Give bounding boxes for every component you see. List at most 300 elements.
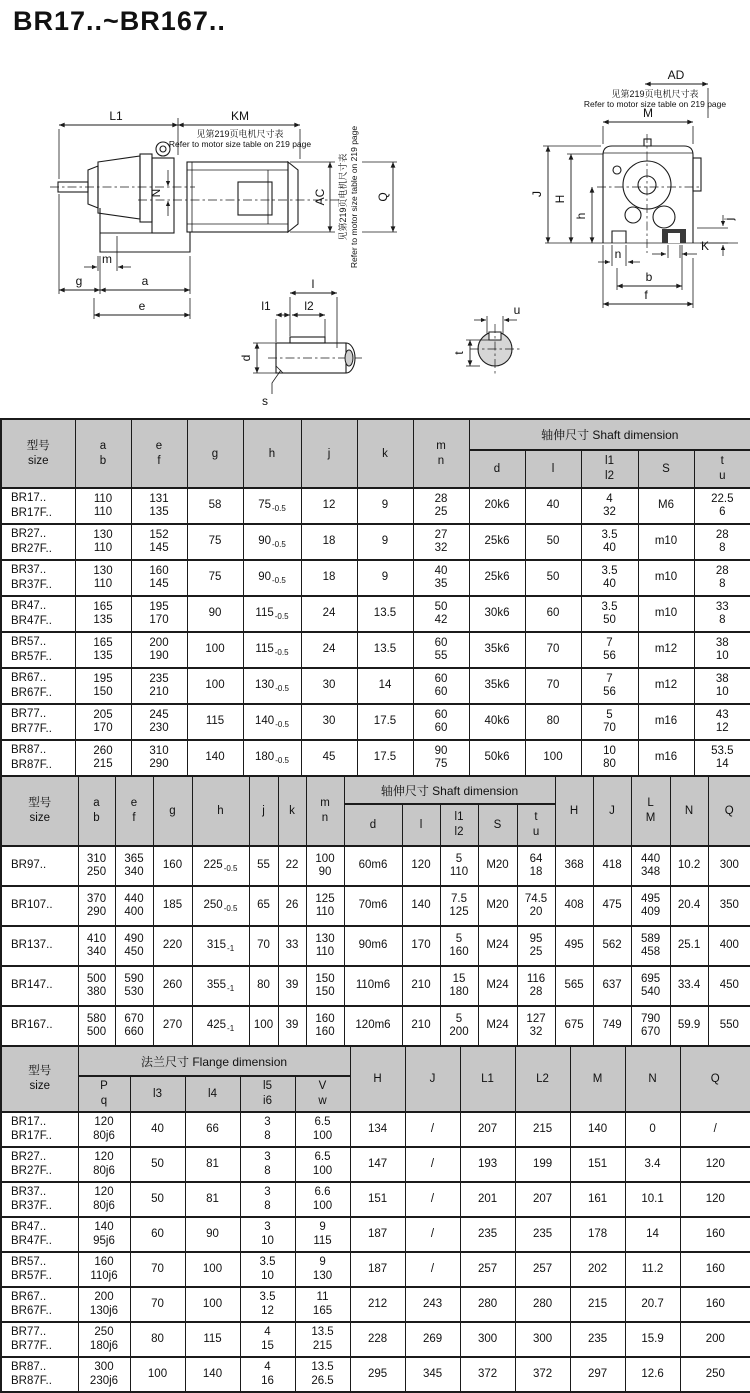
- dimension-value-cell: 70: [525, 632, 581, 668]
- table-row: [1, 524, 750, 560]
- dimension-value-cell: 35k6: [469, 632, 525, 668]
- dimension-value-cell: $315_{-1}$: [192, 926, 249, 966]
- dimension-value-cell: 790 670: [631, 1006, 670, 1046]
- dimension-value-cell: 12: [301, 488, 357, 524]
- dimension-value-cell: 160: [680, 1252, 750, 1287]
- model-size-cell: BR77.. BR77F..: [1, 1322, 78, 1357]
- col-header-g: g: [187, 419, 243, 488]
- dim-label-d: d: [239, 354, 253, 362]
- dimension-value-cell: 3 10: [240, 1217, 295, 1252]
- table-row: [1, 1252, 750, 1287]
- dim-label-s: s: [262, 394, 268, 408]
- dim-label-m: m: [102, 252, 112, 266]
- dimension-value-cell: 120 80j6: [78, 1112, 130, 1147]
- dimension-value-cell: 675: [555, 1006, 593, 1046]
- dimension-value-cell: 160 145: [131, 560, 187, 596]
- dimension-value-cell: 90m6: [344, 926, 402, 966]
- dimension-value-cell: /: [405, 1147, 460, 1182]
- col-header-S: S: [478, 804, 517, 846]
- model-size-cell: BR67.. BR67F..: [1, 668, 75, 704]
- dim-label-l: l: [311, 277, 315, 291]
- dimension-value-cell: 90 75: [413, 740, 469, 776]
- dimension-value-cell: 3 8: [240, 1112, 295, 1147]
- dim-label-h: h: [574, 212, 588, 220]
- dimension-value-cell: 151: [350, 1182, 405, 1217]
- dim-label-K: K: [700, 239, 710, 253]
- dimension-value-cell: 80: [525, 704, 581, 740]
- dimension-value-cell: 160 160: [306, 1006, 344, 1046]
- dimension-value-cell: 28 8: [694, 524, 750, 560]
- dimension-value-cell: 80: [249, 966, 278, 1006]
- dimension-value-cell: 187: [350, 1217, 405, 1252]
- dimension-value-cell: m16: [638, 740, 694, 776]
- dimension-value-cell: 350: [708, 886, 750, 926]
- dimension-value-cell: 450: [708, 966, 750, 1006]
- dimension-value-cell: m10: [638, 596, 694, 632]
- dimension-value-cell: $130_{-0.5}$: [243, 668, 301, 704]
- dimension-value-cell: 90: [187, 596, 243, 632]
- dimension-value-cell: 66: [185, 1112, 240, 1147]
- dimension-value-cell: 40k6: [469, 704, 525, 740]
- dim-label-a: a: [141, 274, 149, 288]
- table-row: [1, 704, 750, 740]
- dimension-value-cell: 195 170: [131, 596, 187, 632]
- dimension-value-cell: 17.5: [357, 740, 413, 776]
- dim-label-n: n: [614, 247, 622, 261]
- dimension-value-cell: 27 32: [413, 524, 469, 560]
- dimension-value-cell: M20: [478, 886, 517, 926]
- dimension-value-cell: 14: [357, 668, 413, 704]
- dimension-value-cell: 3.5 12: [240, 1287, 295, 1322]
- dimension-value-cell: 151: [570, 1147, 625, 1182]
- dimension-value-cell: 120m6: [344, 1006, 402, 1046]
- dimension-value-cell: 372: [515, 1357, 570, 1392]
- table-row: [1, 1322, 750, 1357]
- dimension-value-cell: 590 530: [115, 966, 153, 1006]
- table-row: [1, 632, 750, 668]
- motor-note-cn-vertical: 见第219页电机尺寸表: [338, 153, 348, 241]
- dimension-value-cell: 250: [680, 1357, 750, 1392]
- dimension-value-cell: 210: [402, 1006, 440, 1046]
- dimension-value-cell: 695 540: [631, 966, 670, 1006]
- dimension-value-cell: 17.5: [357, 704, 413, 740]
- dim-label-H: H: [553, 194, 567, 204]
- dimension-value-cell: /: [680, 1112, 750, 1147]
- shaft-dimension-group-header: 轴伸尺寸 Shaft dimension: [469, 419, 750, 450]
- table-row: [1, 668, 750, 704]
- dimension-value-cell: $140_{-0.5}$: [243, 704, 301, 740]
- dimension-value-cell: 60 60: [413, 704, 469, 740]
- col-header-ef: e f: [115, 776, 153, 846]
- dimension-value-cell: 35k6: [469, 668, 525, 704]
- dimension-value-cell: 147: [350, 1147, 405, 1182]
- dimension-value-cell: 40: [130, 1112, 185, 1147]
- dimension-value-cell: m16: [638, 704, 694, 740]
- dimension-value-cell: 3.4: [625, 1147, 680, 1182]
- dimension-value-cell: 81: [185, 1147, 240, 1182]
- dim-label-KM: KM: [231, 109, 249, 123]
- dimension-value-cell: 500 380: [78, 966, 115, 1006]
- dimension-value-cell: 201: [460, 1182, 515, 1217]
- motor-note-en-vertical: Refer to motor size table on 219 page: [349, 125, 359, 269]
- dimension-value-cell: 13.5 26.5: [295, 1357, 350, 1392]
- motor-note-cn: 见第219页电机尺寸表: [196, 129, 284, 139]
- dimension-value-cell: 28 8: [694, 560, 750, 596]
- table-row: [1, 966, 750, 1006]
- dimension-value-cell: $115_{-0.5}$: [243, 632, 301, 668]
- dimension-value-cell: 60 60: [413, 668, 469, 704]
- dimension-value-cell: 120 80j6: [78, 1182, 130, 1217]
- col-header-N: N: [625, 1046, 680, 1112]
- dimension-value-cell: 410 340: [78, 926, 115, 966]
- col-header-N: N: [670, 776, 708, 846]
- dimension-value-cell: 9 130: [295, 1252, 350, 1287]
- dimension-value-cell: 3 8: [240, 1182, 295, 1217]
- col-header-tu: t u: [517, 804, 555, 846]
- dimension-value-cell: 243: [405, 1287, 460, 1322]
- dimension-value-cell: 185: [153, 886, 192, 926]
- dimension-value-cell: 64 18: [517, 846, 555, 886]
- dimension-value-cell: 110 110: [75, 488, 131, 524]
- dim-label-Q: Q: [376, 192, 390, 202]
- dimension-value-cell: 5 70: [581, 704, 638, 740]
- col-header-ef: e f: [131, 419, 187, 488]
- model-size-cell: BR57.. BR57F..: [1, 632, 75, 668]
- dimension-value-cell: 475: [593, 886, 631, 926]
- dimension-value-cell: 187: [350, 1252, 405, 1287]
- model-size-cell: BR87.. BR87F..: [1, 1357, 78, 1392]
- dimension-value-cell: 565: [555, 966, 593, 1006]
- model-size-cell: BR57.. BR57F..: [1, 1252, 78, 1287]
- dimension-value-cell: M24: [478, 966, 517, 1006]
- dim-label-u: u: [513, 303, 521, 317]
- dimension-value-cell: 110m6: [344, 966, 402, 1006]
- dimension-value-cell: 165 135: [75, 632, 131, 668]
- dimension-value-cell: 15 180: [440, 966, 478, 1006]
- dimension-value-cell: M6: [638, 488, 694, 524]
- dimension-value-cell: 160: [680, 1287, 750, 1322]
- dimension-value-cell: 90: [185, 1217, 240, 1252]
- dimension-value-cell: 59.9: [670, 1006, 708, 1046]
- dimension-value-cell: 207: [460, 1112, 515, 1147]
- dimension-value-cell: /: [405, 1182, 460, 1217]
- dimension-value-cell: 70: [130, 1287, 185, 1322]
- dimension-value-cell: /: [405, 1217, 460, 1252]
- model-size-cell: BR77.. BR77F..: [1, 704, 75, 740]
- dimension-value-cell: 120 80j6: [78, 1147, 130, 1182]
- dimension-value-cell: $425_{-1}$: [192, 1006, 249, 1046]
- technical-drawings: [0, 58, 750, 418]
- model-size-cell: BR147..: [1, 966, 78, 1006]
- dimension-value-cell: 38 10: [694, 668, 750, 704]
- col-header-l5i6: l5 i6: [240, 1076, 295, 1112]
- dimension-value-cell: 670 660: [115, 1006, 153, 1046]
- dimension-value-cell: 70: [130, 1252, 185, 1287]
- dim-label-J: J: [530, 191, 544, 197]
- dimension-value-cell: 215: [515, 1112, 570, 1147]
- dimension-value-cell: 14: [625, 1217, 680, 1252]
- dimension-value-cell: 10.1: [625, 1182, 680, 1217]
- dimension-value-cell: 38 10: [694, 632, 750, 668]
- dimension-value-cell: 235: [570, 1322, 625, 1357]
- col-header-Vw: V w: [295, 1076, 350, 1112]
- dim-label-l2: l2: [304, 299, 314, 313]
- dimension-value-cell: 245 230: [131, 704, 187, 740]
- dimension-value-cell: m10: [638, 524, 694, 560]
- dimension-value-cell: $355_{-1}$: [192, 966, 249, 1006]
- dimension-value-cell: 18: [301, 524, 357, 560]
- dimension-value-cell: 10 80: [581, 740, 638, 776]
- dimension-value-cell: 95 25: [517, 926, 555, 966]
- model-size-cell: BR167..: [1, 1006, 78, 1046]
- dimension-value-cell: 207: [515, 1182, 570, 1217]
- dimension-value-cell: 370 290: [78, 886, 115, 926]
- col-header-d: d: [344, 804, 402, 846]
- dimension-value-cell: 30: [301, 668, 357, 704]
- dimension-value-cell: 140: [402, 886, 440, 926]
- col-header-mn: m n: [413, 419, 469, 488]
- dimension-value-cell: 5 200: [440, 1006, 478, 1046]
- dimension-value-cell: 75: [187, 524, 243, 560]
- model-size-cell: BR67.. BR67F..: [1, 1287, 78, 1322]
- dimension-value-cell: 6.5 100: [295, 1147, 350, 1182]
- dimension-value-cell: 25k6: [469, 524, 525, 560]
- dimension-value-cell: 170: [402, 926, 440, 966]
- model-size-cell: BR37.. BR37F..: [1, 1182, 78, 1217]
- col-header-size: 型号 size: [1, 419, 75, 488]
- col-header-l: l: [525, 450, 581, 488]
- dimension-value-cell: 100: [187, 668, 243, 704]
- dimension-value-cell: 9: [357, 560, 413, 596]
- dimension-value-cell: 495: [555, 926, 593, 966]
- dimension-value-cell: 30k6: [469, 596, 525, 632]
- col-header-l12: l1 l2: [440, 804, 478, 846]
- dimension-value-cell: 235: [460, 1217, 515, 1252]
- page-title: BR17..~BR167..: [13, 6, 226, 36]
- model-size-cell: BR17.. BR17F..: [1, 1112, 78, 1147]
- dimension-value-cell: m10: [638, 560, 694, 596]
- dimension-value-cell: 440 348: [631, 846, 670, 886]
- dimension-value-cell: 100: [185, 1287, 240, 1322]
- dimension-value-cell: 4 16: [240, 1357, 295, 1392]
- dimension-value-cell: 295: [350, 1357, 405, 1392]
- dimension-value-cell: 250 180j6: [78, 1322, 130, 1357]
- dimension-value-cell: 80: [130, 1322, 185, 1357]
- dimension-value-cell: 100: [130, 1357, 185, 1392]
- dimension-value-cell: 178: [570, 1217, 625, 1252]
- dimension-value-cell: 235 210: [131, 668, 187, 704]
- col-header-L1: L1: [460, 1046, 515, 1112]
- dimension-value-cell: 50: [130, 1182, 185, 1217]
- dimension-value-cell: 100 90: [306, 846, 344, 886]
- dimension-value-cell: 13.5 215: [295, 1322, 350, 1357]
- dimension-value-cell: 75: [187, 560, 243, 596]
- dimension-value-cell: 297: [570, 1357, 625, 1392]
- model-size-cell: BR17.. BR17F..: [1, 488, 75, 524]
- dimension-value-cell: $250_{-0.5}$: [192, 886, 249, 926]
- dimension-value-cell: 372: [460, 1357, 515, 1392]
- dimension-value-cell: 220: [153, 926, 192, 966]
- dim-label-j: j: [722, 217, 736, 221]
- dimension-value-cell: 280: [515, 1287, 570, 1322]
- dim-label-b: b: [645, 270, 653, 284]
- col-header-l4: l4: [185, 1076, 240, 1112]
- dimension-value-cell: 81: [185, 1182, 240, 1217]
- dimension-value-cell: 131 135: [131, 488, 187, 524]
- dimension-value-cell: 7.5 125: [440, 886, 478, 926]
- dimension-value-cell: 20.7: [625, 1287, 680, 1322]
- dimension-value-cell: 365 340: [115, 846, 153, 886]
- dimension-value-cell: /: [405, 1252, 460, 1287]
- table-row: [1, 560, 750, 596]
- shaft-dimension-table-small: [0, 418, 750, 777]
- dimension-value-cell: 20.4: [670, 886, 708, 926]
- dimension-value-cell: 4 15: [240, 1322, 295, 1357]
- table-row: [1, 1217, 750, 1252]
- dimension-value-cell: 22: [278, 846, 306, 886]
- dimension-value-cell: 70m6: [344, 886, 402, 926]
- dimension-value-cell: m12: [638, 632, 694, 668]
- dimension-value-cell: 50 42: [413, 596, 469, 632]
- dimension-value-cell: 161: [570, 1182, 625, 1217]
- dimension-value-cell: 120: [680, 1147, 750, 1182]
- dimension-value-cell: 257: [515, 1252, 570, 1287]
- dimension-value-cell: 50: [130, 1147, 185, 1182]
- col-header-k: k: [278, 776, 306, 846]
- dimension-value-cell: 9: [357, 488, 413, 524]
- dimension-value-cell: 33 8: [694, 596, 750, 632]
- side-view-drawing: [50, 109, 397, 319]
- dimension-value-cell: $75_{-0.5}$: [243, 488, 301, 524]
- col-header-ab: a b: [78, 776, 115, 846]
- dimension-value-cell: 562: [593, 926, 631, 966]
- dimension-value-cell: 160: [153, 846, 192, 886]
- dimension-value-cell: 310 290: [131, 740, 187, 776]
- dimension-value-cell: 300: [460, 1322, 515, 1357]
- col-header-size: 型号 size: [1, 1046, 78, 1112]
- dimension-value-cell: 257: [460, 1252, 515, 1287]
- dim-label-AD: AD: [667, 68, 685, 82]
- dimension-value-cell: 127 32: [517, 1006, 555, 1046]
- table-row: [1, 1006, 750, 1046]
- table-row: [1, 596, 750, 632]
- model-size-cell: BR97..: [1, 846, 78, 886]
- dimension-value-cell: 440 400: [115, 886, 153, 926]
- shaft-detail-drawing: [239, 277, 362, 408]
- dimension-value-cell: M24: [478, 1006, 517, 1046]
- table-row: [1, 740, 750, 776]
- dimension-value-cell: 11 165: [295, 1287, 350, 1322]
- dimension-value-cell: 199: [515, 1147, 570, 1182]
- dimension-value-cell: 100: [185, 1252, 240, 1287]
- col-header-M: M: [570, 1046, 625, 1112]
- dimension-value-cell: $90_{-0.5}$: [243, 560, 301, 596]
- dimension-value-cell: 26: [278, 886, 306, 926]
- dimension-value-cell: 40 35: [413, 560, 469, 596]
- dimension-value-cell: 120: [402, 846, 440, 886]
- dimension-value-cell: 39: [278, 1006, 306, 1046]
- shaft-dimension-group-header: 轴伸尺寸 Shaft dimension: [344, 776, 555, 804]
- dimension-value-cell: 55: [249, 846, 278, 886]
- col-header-LM: L M: [631, 776, 670, 846]
- dimension-value-cell: 310 250: [78, 846, 115, 886]
- dimension-value-cell: 39: [278, 966, 306, 1006]
- dimension-value-cell: m12: [638, 668, 694, 704]
- model-size-cell: BR47.. BR47F..: [1, 1217, 78, 1252]
- dim-label-g: g: [75, 274, 83, 288]
- dimension-value-cell: 5 110: [440, 846, 478, 886]
- dimension-value-cell: 50k6: [469, 740, 525, 776]
- col-header-Q: Q: [708, 776, 750, 846]
- dimension-value-cell: 60: [525, 596, 581, 632]
- dimension-value-cell: 7 56: [581, 632, 638, 668]
- dimension-value-cell: 115: [187, 704, 243, 740]
- dimension-value-cell: 3.5 10: [240, 1252, 295, 1287]
- dimension-value-cell: 160 110j6: [78, 1252, 130, 1287]
- model-size-cell: BR137..: [1, 926, 78, 966]
- col-header-l: l: [402, 804, 440, 846]
- col-header-J: J: [405, 1046, 460, 1112]
- col-header-H: H: [555, 776, 593, 846]
- dimension-value-cell: 125 110: [306, 886, 344, 926]
- dimension-value-cell: 12.6: [625, 1357, 680, 1392]
- col-header-d: d: [469, 450, 525, 488]
- table-row: [1, 1287, 750, 1322]
- rear-view-drawing: [530, 68, 738, 308]
- dimension-value-cell: 195 150: [75, 668, 131, 704]
- dimension-value-cell: 150 150: [306, 966, 344, 1006]
- dimension-value-cell: 260: [153, 966, 192, 1006]
- dimension-value-cell: $90_{-0.5}$: [243, 524, 301, 560]
- dimension-value-cell: 74.5 20: [517, 886, 555, 926]
- dimension-value-cell: 100: [249, 1006, 278, 1046]
- dimension-value-cell: 115: [185, 1322, 240, 1357]
- dimension-value-cell: 202: [570, 1252, 625, 1287]
- dimension-value-cell: 50: [525, 560, 581, 596]
- dimension-value-cell: 140 95j6: [78, 1217, 130, 1252]
- model-size-cell: BR107..: [1, 886, 78, 926]
- table-row: [1, 846, 750, 886]
- dimension-value-cell: 43 12: [694, 704, 750, 740]
- dimension-value-cell: 60m6: [344, 846, 402, 886]
- dimension-value-cell: $115_{-0.5}$: [243, 596, 301, 632]
- dimension-value-cell: 134: [350, 1112, 405, 1147]
- dimension-value-cell: 140: [187, 740, 243, 776]
- dimension-value-cell: 9 115: [295, 1217, 350, 1252]
- model-size-cell: BR27.. BR27F..: [1, 524, 75, 560]
- col-header-g: g: [153, 776, 192, 846]
- dimension-value-cell: 200 190: [131, 632, 187, 668]
- dimension-value-cell: 300: [708, 846, 750, 886]
- dimension-value-cell: 130 110: [75, 560, 131, 596]
- dimension-value-cell: 3.5 40: [581, 560, 638, 596]
- dimension-value-cell: 140: [570, 1112, 625, 1147]
- dimension-value-cell: 589 458: [631, 926, 670, 966]
- dimension-value-cell: 6.5 100: [295, 1112, 350, 1147]
- dimension-value-cell: 130 110: [75, 524, 131, 560]
- dimension-value-cell: 400: [708, 926, 750, 966]
- dimension-value-cell: 3 8: [240, 1147, 295, 1182]
- dimension-value-cell: 24: [301, 632, 357, 668]
- col-header-Q: Q: [680, 1046, 750, 1112]
- dimension-value-cell: 33: [278, 926, 306, 966]
- dimension-value-cell: 13.5: [357, 632, 413, 668]
- dimension-value-cell: 120: [680, 1182, 750, 1217]
- dimension-value-cell: 116 28: [517, 966, 555, 1006]
- col-header-l3: l3: [130, 1076, 185, 1112]
- dimension-value-cell: 270: [153, 1006, 192, 1046]
- dimension-value-cell: 749: [593, 1006, 631, 1046]
